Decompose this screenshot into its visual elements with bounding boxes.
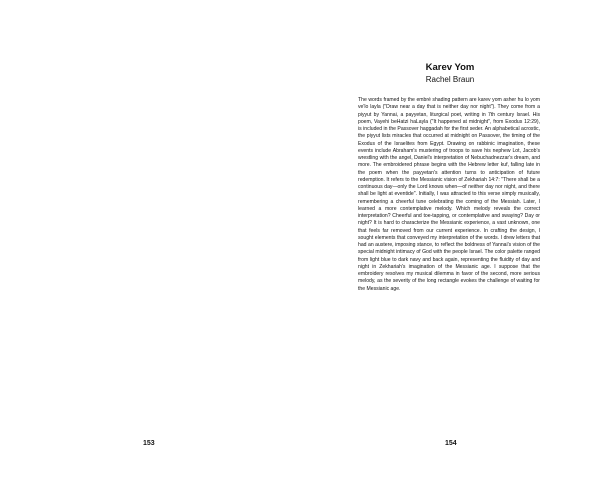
page-number: 153: [143, 440, 155, 447]
page-title: Karev Yom: [425, 62, 475, 73]
body-paragraph: The words framed by the embré shading pattern are karev yom asher hu lo yom ve'lo layla ("Draw near a day that is neither day nor night"). They come from a piyyut by Yannai, a payyetan, liturgical poet, writing in 7th century Israel. His poem, Vayehi beHatzi haLayla ("It happened at midnight", from Exodus 12:29), is included in the Passover haggadah for the first seder. An alphabetical acrostic, the piyyut lists miracles that occurred at midnight on Passover, the timing of the Exodus of the Israelites from Egypt. Drawing on rabbinic imagination, these events include Abraham's mustering of troops to save his nephew Lot, Jacob's wrestling with the angel, Daniel's interpretation of Nebuchadnezzar's dream, and more. The embroidered phrase begins with the Hebrew letter kuf, falling late in the poem when the payyetan's attention turns to anticipation of future redemption. It refers to the Messianic vision of Zekhariah 14:7: "There shall be a continuous day—only the Lord knows when—of neither day nor night, and there shall be light at eventide". Initially, I was attracted to this verse simply musically, remembering a cheerful tune celebrating the coming of the Messiah. Later, I learned a more contemplative melody. Which melody reveals the correct interpretation? Cheerful and toe-tapping, or contemplative and swaying? Day or night? It is hard to characterize the Messianic experience, a vast unknown, one that feels far removed from our current experience. In crafting the design, I sought elements that conveyed my interpretation of the words. I drew letters that had an austere, imposing stance, to reflect the boldness of Yannai's vision of the special midnight intimacy of God with the people Israel. The color palette ranged from light blue to dark navy and back again, representing the fluidity of day and night in Zekhariah's imagination of the Messianic age. I suppose that the embroidery resolves my musical dilemma in favor of the second, more serious melody, as the severity of the long rectangle evokes the challenge of waiting for the Messianic age.: [358, 97, 540, 292]
page-number: 154: [445, 440, 457, 447]
author-name: Rachel Braun: [425, 75, 475, 84]
right-page: [300, 0, 600, 480]
